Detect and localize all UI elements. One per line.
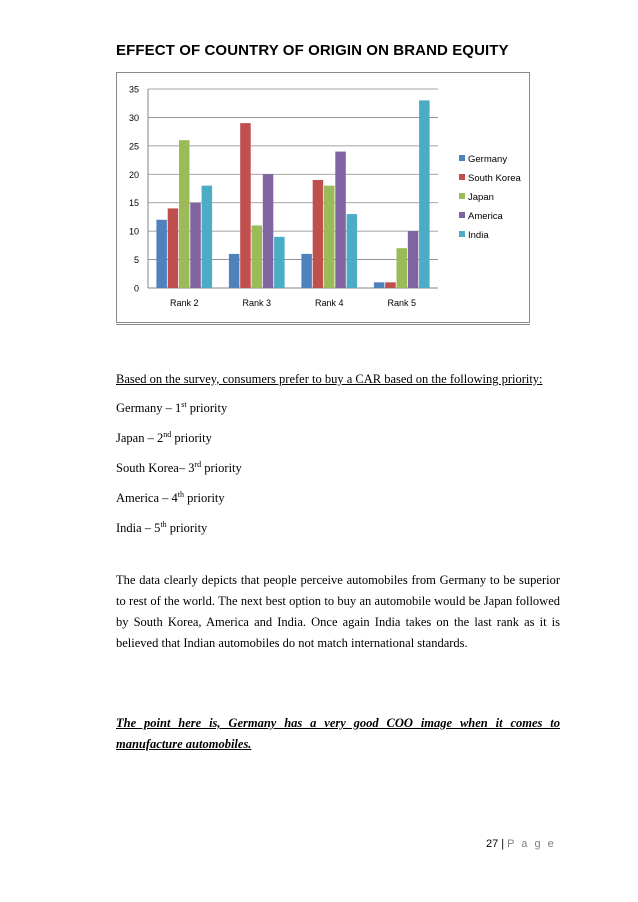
priority-item: Germany – 1st priority: [116, 400, 228, 416]
y-tick-label: 10: [128, 226, 139, 237]
bar-america: [190, 203, 201, 288]
bar-germany: [301, 254, 312, 288]
priority-item: Japan – 2nd priority: [116, 430, 212, 446]
y-tick-label: 20: [128, 169, 139, 180]
bar-india: [274, 237, 285, 288]
legend-label: America: [468, 211, 503, 222]
survey-intro: Based on the survey, consumers prefer to buy a CAR based on the following priority:: [116, 372, 543, 386]
y-tick-label: 30: [128, 112, 139, 123]
legend-label: Germany: [468, 154, 508, 165]
bar-chart-svg: [117, 73, 529, 322]
legend-swatch: [459, 193, 465, 199]
bar-america: [263, 174, 274, 288]
priority-item: South Korea– 3rd priority: [116, 460, 242, 476]
page-footer: [486, 838, 556, 850]
legend-swatch: [459, 231, 465, 237]
page-number: 27: [486, 838, 499, 850]
legend-label: Japan: [468, 192, 494, 203]
bar-south-korea: [313, 180, 324, 288]
bar-south-korea: [385, 282, 396, 288]
bar-america: [408, 231, 419, 288]
bar-chart: [116, 72, 530, 323]
conclusion-paragraph: The point here is, Germany has a very good COO image when it comes to manufacture automobiles.: [116, 716, 560, 751]
legend-label: India: [468, 230, 489, 241]
y-tick-label: 5: [133, 255, 139, 266]
bar-south-korea: [240, 123, 251, 288]
x-tick-label: Rank 4: [314, 298, 344, 308]
y-tick-label: 0: [133, 283, 139, 294]
bar-india: [347, 214, 358, 288]
bar-india: [419, 100, 430, 288]
y-tick-label: 25: [128, 141, 139, 152]
y-tick-label: 35: [128, 84, 139, 95]
legend-swatch: [459, 212, 465, 218]
legend-swatch: [459, 155, 465, 161]
bar-india: [202, 186, 213, 288]
x-tick-label: Rank 5: [387, 298, 417, 308]
page-heading: EFFECT OF COUNTRY OF ORIGIN ON BRAND EQUITY: [116, 42, 509, 59]
page-label: P a g e: [507, 838, 556, 850]
legend-swatch: [459, 174, 465, 180]
bar-japan: [179, 140, 190, 288]
y-tick-label: 15: [128, 198, 139, 209]
bar-japan: [252, 225, 263, 288]
priority-item: India – 5th priority: [116, 520, 208, 536]
analysis-paragraph: The data clearly depicts that people perceive automobiles from Germany to be superior to rest of the world. The next best option to buy an automobile would be Japan followed by South Korea, America and India. Once again India takes on the last rank as it is believed that Indian automobiles do not match international standards.: [116, 573, 560, 650]
priority-item: America – 4th priority: [116, 490, 225, 506]
legend-label: South Korea: [468, 173, 521, 184]
x-tick-label: Rank 3: [242, 298, 272, 308]
bar-south-korea: [168, 208, 179, 288]
x-tick-label: Rank 2: [169, 298, 199, 308]
bar-japan: [324, 186, 335, 288]
bar-germany: [156, 220, 167, 288]
bar-germany: [374, 282, 385, 288]
footer-separator: |: [501, 838, 505, 850]
bar-japan: [397, 248, 408, 288]
bar-germany: [229, 254, 240, 288]
bar-america: [335, 152, 346, 288]
